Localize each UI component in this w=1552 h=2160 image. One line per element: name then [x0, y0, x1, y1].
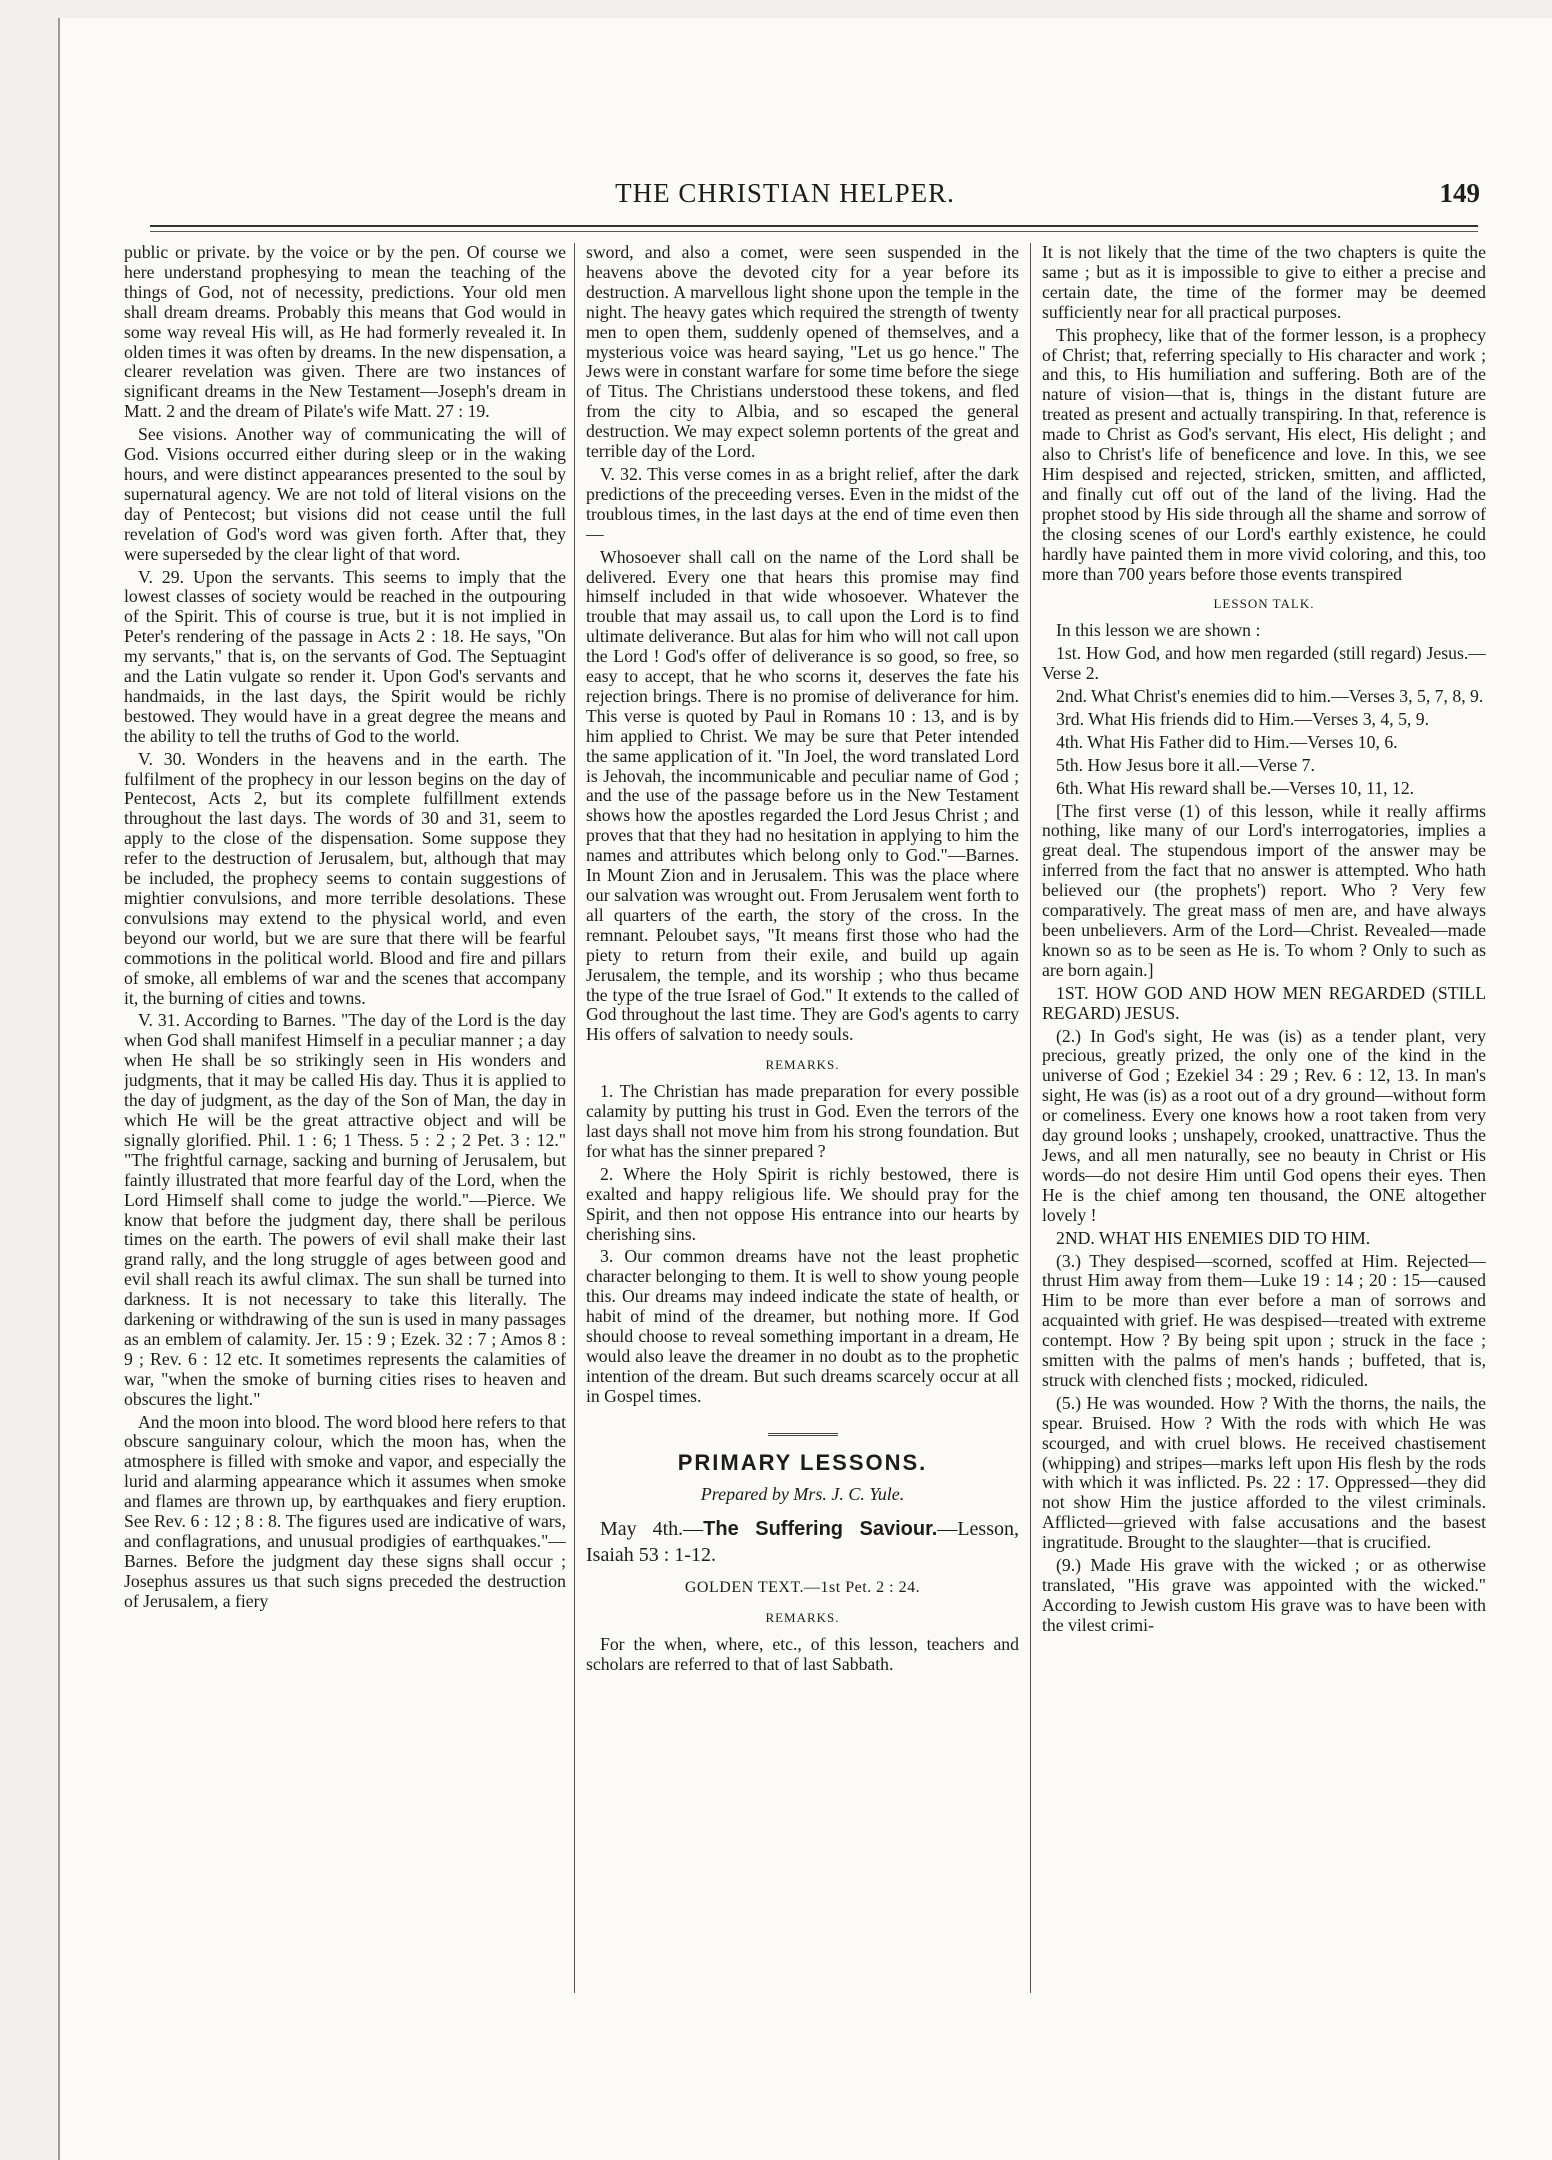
- list-item: 2nd. What Christ's enemies did to him.—Verses 3, 5, 7, 8, 9.: [1056, 686, 1484, 707]
- section-heading: 1ST. HOW GOD AND HOW MEN REGARDED (STILL REGARD) JESUS.: [1042, 982, 1486, 1023]
- paragraph: (5.) He was wounded. How ? With the thorns, the nails, the spear. Bruised. How ? With the rods with which He was scourged, and with cruel blows. He received chastisement (whipping) and stripes—marks left upon His flesh by the rods with which it was inflicted. Ps. 22 : 17. Oppressed—they did not show Him the justice afforded to the vilest criminals. Afflicted—grieved with false accusations and the basest ingratitude. Brought to the slaughter—that is crucified.: [1042, 1392, 1486, 1553]
- column-2: [586, 243, 1019, 1993]
- lesson-talk-list: [1042, 621, 1486, 798]
- column-divider: [574, 243, 575, 1993]
- lesson-talk-intro: In this lesson we are shown :: [1056, 620, 1261, 641]
- page-number: 149: [1439, 178, 1480, 208]
- lesson-reference: —Lesson, Isaiah 53 : 1-12.: [586, 1518, 1019, 1567]
- paragraph: For the when, where, etc., of this lesson, teachers and scholars are referred to that of last Sabbath.: [586, 1634, 1019, 1675]
- list-item: 4th. What His Father did to Him.—Verses 10, 6.: [1056, 731, 1398, 752]
- list-item: 3rd. What His friends did to Him.—Verses 3, 4, 5, 9.: [1056, 708, 1430, 729]
- remarks-heading: REMARKS.: [765, 1057, 840, 1073]
- running-header: [140, 168, 1480, 218]
- paragraph: It is not likely that the time of the two chapters is quite the same ; but as it is impossible to give to either a precise and certain date, the time of the former may be deemed sufficiently near for all practical purposes.: [1042, 243, 1486, 322]
- lesson-date: May 4th.—: [600, 1518, 704, 1541]
- paragraph: [The first verse (1) of this lesson, while it really affirms nothing, like many of our Lord's interrogatories, implies a great deal. The stupendous import of the answer may be inferred from the fact that no answer is attempted. Who hath believed our (the prophets') report. Who ? Very few comparatively. The great mass of men are, and have always been unbelievers. Arm of the Lord—Christ. Revealed—made known so as to be seen as He is. To whom ? Only to such as are born again.]: [1042, 800, 1486, 980]
- journal-title: THE CHRISTIAN HELPER.: [615, 178, 955, 208]
- header-rule-thin: [150, 231, 1478, 232]
- paragraph: sword, and also a comet, were seen suspended in the heavens above the devoted city for a year before its destruction. A marvellous light shone upon the temple in the night. The heavy gates which required the strength of twenty men to open them, suddenly opened of themselves, and a mysterious voice was heard saying, "Let us go hence." The Jews were in constant warfare for some time before the siege of Titus. The Christians understood these tokens, and fled from the city to Albia, and so escaped the general destruction. We may expect solemn portents of the great and terrible day of the Lord.: [586, 243, 1019, 462]
- lesson-talk-heading: LESSON TALK.: [1213, 596, 1315, 612]
- section-divider: [768, 1433, 838, 1439]
- remark-item: 2. Where the Holy Spirit is richly bestowed, there is exalted and happy religious life. We should pray for the Spirit, and then not oppose His entrance into our hearts by cherishing sins.: [586, 1163, 1019, 1244]
- paragraph: (9.) Made His grave with the wicked ; or as otherwise translated, "His grave was appointed with the wicked." According to Jewish custom His grave was to have been with the vilest crimi-: [1042, 1555, 1486, 1635]
- paragraph: V. 32. This verse comes in as a bright relief, after the dark predictions of the preceeding verses. Even in the midst of the troublous times, in the last days at the end of time even then—: [586, 463, 1019, 544]
- paragraph: And the moon into blood. The word blood here refers to that obscure sanguinary colour, which the moon has, when the atmosphere is filled with smoke and vapor, and especially the lurid and alarming appearance which it assumes when smoke and flames are thrown up, by earthquakes and fiery eruption. See Rev. 6 : 12 ; 8 : 8. The figures used are indicative of wars, and conflagrations, and unusual prodigies of earthquakes."—Barnes. Before the judgment day these signs shall occur ; Josephus assures us that such signs preceded the destruction of Jerusalem, a fiery: [124, 1411, 566, 1611]
- paragraph: V. 31. According to Barnes. "The day of the Lord is the day when God shall manifest Himself in a peculiar manner ; a day when He shall be so strikingly seen in His wonders and judgments, that it may be called His day. Thus it is applied to the day of judgment, as the day of the Son of Man, the day in which He will be the great attractive object and will be signally glorified. Phil. 1 : 6; 1 Thess. 5 : 2 ; 2 Pet. 3 : 12." "The frightful carnage, sacking and burning of Jerusalem, but faintly illustrated that more fearful day of the Lord, when the Lord Himself shall come to judge the world."—Pierce. We know that before the judgment day, there shall be perilous times on the earth. The powers of evil shall make their last grand rally, and the long struggle of ages between good and evil shall reach its awful climax. The sun shall be turned into darkness. It is not necessary to take this literally. The darkening or withdrawing of the sun is used in many passages as an emblem of calamity. Jer. 15 : 9 ; Ezek. 32 : 7 ; Amos 8 : 9 ; Rev. 6 : 12 etc. It sometimes represents the calamities of war, "when the smoke of burning cities rises to heaven and obscures the light.": [124, 1010, 566, 1409]
- paragraph: Whosoever shall call on the name of the Lord shall be delivered. Every one that hears this promise may find himself included in that wide whosoever. Whatever the trouble that may assail us, to call upon the Lord is to find ultimate deliverance. But alas for him who will not call upon the Lord ! God's offer of deliverance is so good, so free, so easy to accept, that he who scorns it, deserves the fate his rejection brings. There is no promise of deliverance for him. This verse is quoted by Paul in Romans 10 : 13, and is by him applied to Christ. We may be sure that Peter intended the same application of it. "In Joel, the word translated Lord is Jehovah, the incommunicable and peculiar name of God ; and the use of the passage before us in the New Testament shows how the apostles regarded the Lord Jesus Christ ; and proves that that they had no hesitation in applying to him the names and attributes which belong only to God."—Barnes. In Mount Zion and in Jerusalem. This was the place where our salvation was wrought out. From Jerusalem went forth to all quarters of the earth, the story of the cross. In the remnant. Peloubet says, "It means first those who had the piety to return from their exile, and build up again Jerusalem, the temple, and its worship ; who thus became the type of the true Israel of God." It extends to the called of God throughout the last time. They are God's agents to carry His offers of salvation to needy souls.: [586, 546, 1019, 1045]
- prepared-by: Prepared by Mrs. J. C. Yule.: [700, 1483, 905, 1504]
- paragraph: public or private. by the voice or by the pen. Of course we here understand prophesying to mean the teaching of the things of God, not of necessity, predictions. Your old men shall dream dreams. Probably this means that God would in some way reveal His will, as He had formerly revealed it. In olden times it was often by dreams. In the new dispensation, a clearer revelation was given. There are two instances of significant dreams in the New Testament—Joseph's dream in Matt. 2 and the dream of Pilate's wife Matt. 27 : 19.: [124, 243, 566, 422]
- paragraph: (3.) They despised—scorned, scoffed at Him. Rejected—thrust Him away from them—Luke 19 : 14 ; 20 : 15—caused Him to be more than ever before a man of sorrows and acquainted with grief. He was despised—treated with extreme contempt. How ? By being spit upon ; struck in the face ; smitten with the palms of men's hands ; buffeted, that is, struck with clenched fists ; mocked, ridiculed.: [1042, 1250, 1486, 1390]
- column-divider: [1030, 243, 1031, 1993]
- column-3: [1042, 243, 1486, 1993]
- primary-lessons-title: PRIMARY LESSONS.: [677, 1449, 928, 1475]
- paragraph: V. 30. Wonders in the heavens and in the earth. The fulfilment of the prophecy in our lesson begins on the day of Pentecost, Acts 2, but its complete fulfillment extends throughout the last days. The words of 30 and 31, seem to apply to the close of the dispensation. Some suppose they refer to the destruction of Jerusalem, but, although that may be included, the prophecy seems to contain suggestions of mightier convulsions, and more terrible desolations. These convulsions may extend to the physical world, and even beyond our world, but we are sure that there will be fearful commotions in the political world. Blood and fire and pillars of smoke, all emblems of war and the scenes that accompany it, the burning of cities and towns.: [124, 748, 566, 1008]
- list-item: 5th. How Jesus bore it all.—Verse 7.: [1056, 754, 1315, 775]
- lesson-heading: [586, 1516, 1019, 1568]
- column-1: [124, 243, 566, 1993]
- section-heading: 2ND. WHAT HIS ENEMIES DID TO HIM.: [1056, 1227, 1371, 1248]
- paragraph: This prophecy, like that of the former lesson, is a prophecy of Christ; that, referring specially to His character and work ; and this, to His humiliation and suffering. Both are of the nature of vision—that is, things in the distant future are treated as present and actually transpiring. In that, reference is made to Christ as God's servant, His elect, His delight ; and also to Christ's life of beneficence and love. In this, we see Him despised and rejected, stricken, smitten, and afflicted, and finally cut off out of the land of the living. Had the prophet stood by His side through all the shame and sorrow of the closing scenes of our Lord's earthly existence, he could hardly have painted them in more vivid coloring, and this, too more than 700 years before those events transpired: [1042, 324, 1486, 584]
- golden-text: GOLDEN TEXT.—1st Pet. 2 : 24.: [684, 1579, 921, 1597]
- paragraph: (2.) In God's sight, He was (is) as a tender plant, very precious, greatly prized, the only one of the kind in the universe of God ; Ezekiel 34 : 29 ; Rev. 6 : 12, 13. In man's sight, He was (is) as a root out of a dry ground—without form or comeliness. Every one knows how a root taken from very day ground looks ; unshapely, crooked, unattractive. Thus the Jews, and all men naturally, see no beauty in Christ or His words—do not desire Him until God opens their eyes. Then He is the chief among ten thousand, the ONE altogether lovely !: [1042, 1025, 1486, 1225]
- paragraph: See visions. Another way of communicating the will of God. Visions occurred either during sleep or in the waking hours, and were distinct appearances presented to the soul by supernatural agency. We are not told of literal visions on the day of Pentecost; but visions did not cease until the full revelation of God's word was given forth. After that, they were superseded by the clear light of that word.: [124, 424, 566, 564]
- list-item: 6th. What His reward shall be.—Verses 10, 11, 12.: [1056, 777, 1415, 798]
- header-rule: [150, 225, 1478, 227]
- list-item: 1st. How God, and how men regarded (still regard) Jesus.—Verse 2.: [1042, 643, 1486, 684]
- remark-item: 3. Our common dreams have not the least prophetic character belonging to them. It is well to show young people this. Our dreams may indeed indicate the state of health, or habit of mind of the dreamer, but nothing more. If God should choose to reveal something important in a dream, He would also leave the dreamer in no doubt as to the prophetic intention of the dream. But such dreams scarcely occur at all in Gospel times.: [586, 1246, 1019, 1406]
- lesson-title: The Suffering Saviour.: [703, 1518, 938, 1541]
- paragraph: V. 29. Upon the servants. This seems to imply that the lowest classes of society would be reached in the outpouring of the Spirit. This of course is true, but it is not implied in Peter's rendering of the passage in Acts 2 : 18. He says, "On my servants," that is, on the servants of God. The Septuagint and the Latin vulgate so render it. Upon God's servants and handmaids, in the last days, the Spirit would be richly bestowed. They would have in a great degree the means and the ability to tell the truths of God to the world.: [124, 566, 566, 746]
- remarks-heading: REMARKS.: [765, 1610, 840, 1626]
- remark-item: 1. The Christian has made preparation for every possible calamity by putting his trust in God. Even the terrors of the last days shall not move him from his strong foundation. But for what has the sinner prepared ?: [586, 1081, 1019, 1161]
